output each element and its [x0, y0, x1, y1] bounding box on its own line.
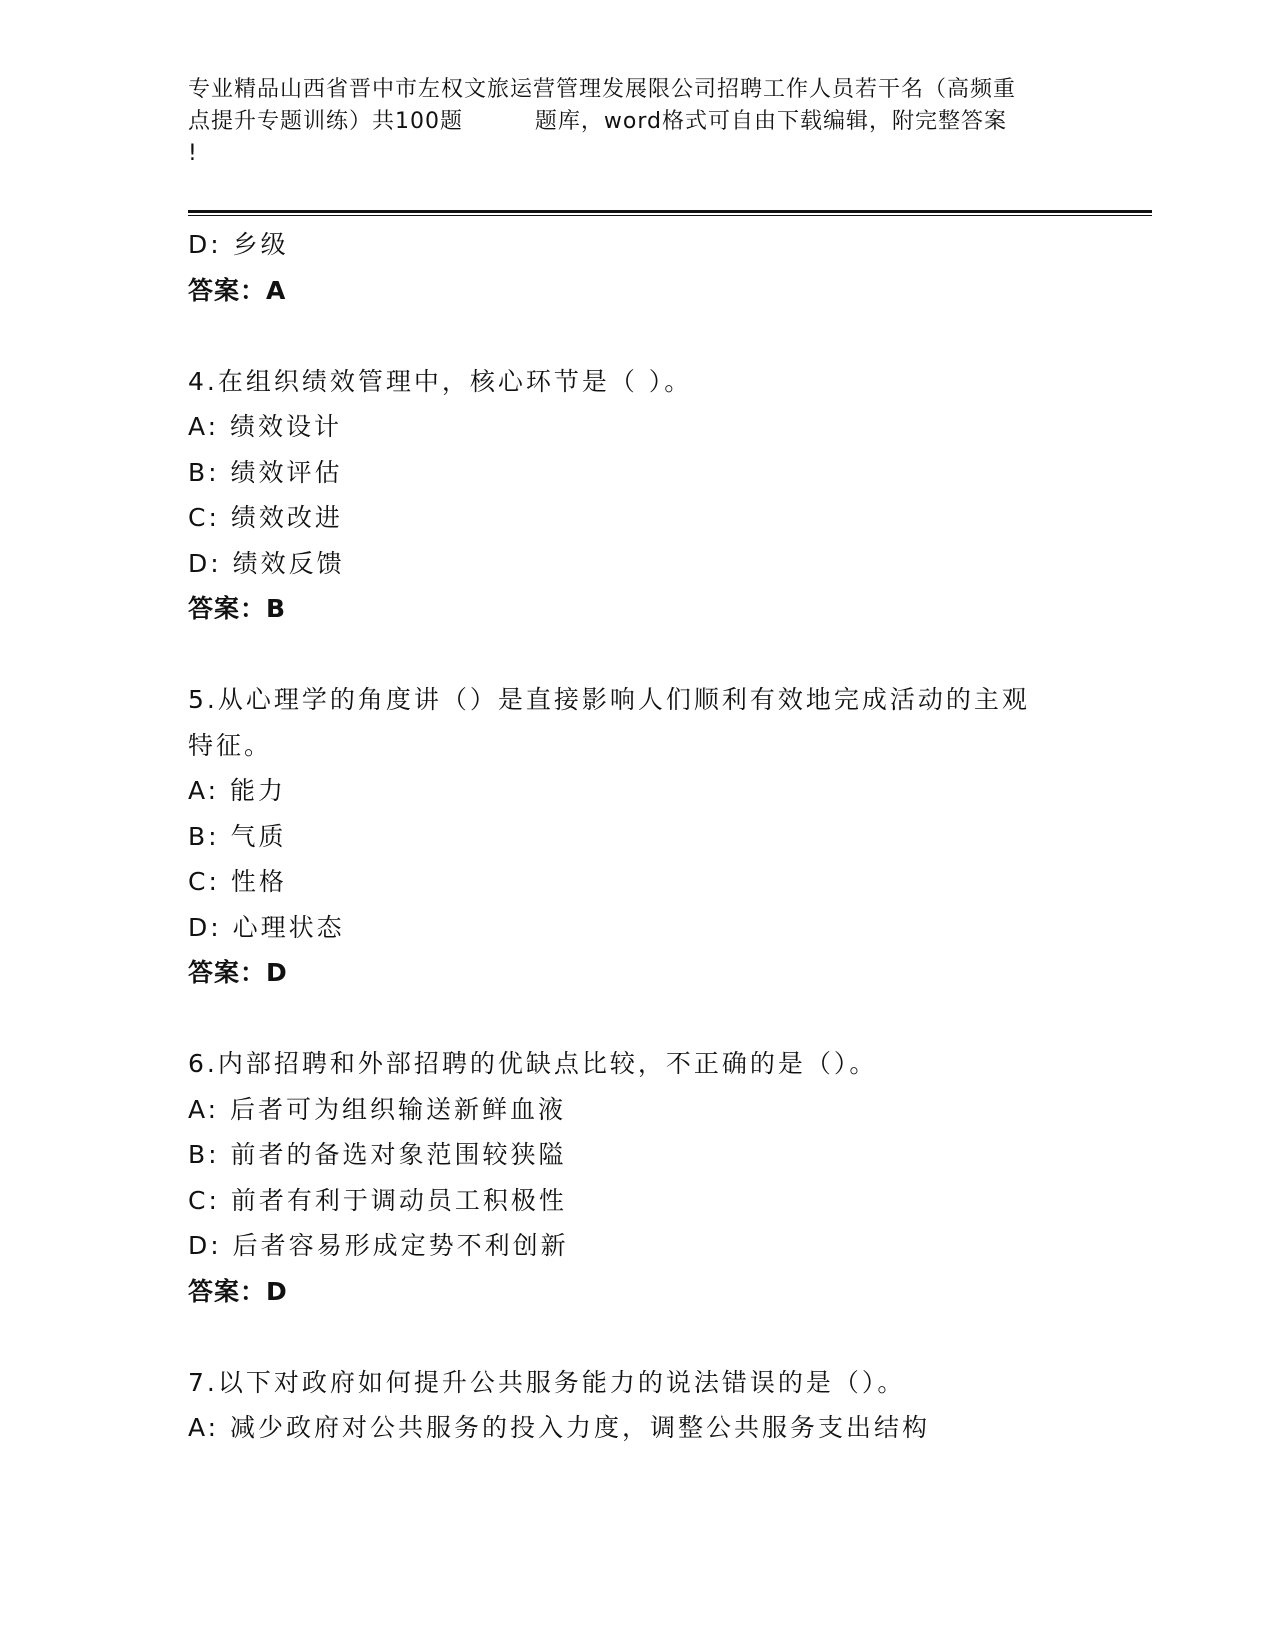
- spacer: [188, 313, 1088, 359]
- q3-option-d: D: 乡级: [188, 230, 289, 259]
- q4-stem: 4.在组织绩效管理中，核心环节是（ ）。: [188, 366, 693, 396]
- spacer: [188, 1314, 1088, 1360]
- q6-option-b: B: 前者的备选对象范围较狭隘: [188, 1140, 567, 1169]
- q7-stem: 7.以下对政府如何提升公共服务能力的说法错误的是（）。: [188, 1367, 906, 1397]
- q5-answer: 答案：D: [188, 958, 288, 987]
- spacer: [188, 996, 1088, 1042]
- q4-answer: 答案：B: [188, 594, 287, 623]
- q6-option-a: A: 后者可为组织输送新鲜血液: [188, 1094, 567, 1124]
- q3-answer: 答案：A: [188, 275, 287, 305]
- q5-option-d: D: 心理状态: [188, 912, 345, 942]
- document-header: [188, 74, 1088, 170]
- header-divider-thin: [188, 215, 1152, 216]
- q4-option-c: C: 绩效改进: [188, 503, 343, 532]
- q5-option-b: B: 气质: [188, 821, 287, 851]
- q6-option-c: C: 前者有利于调动员工积极性: [188, 1185, 567, 1215]
- header-divider-thick: [188, 210, 1152, 213]
- header-line-1: 专业精品山西省晋中市左权文旅运营管理发展限公司招聘工作人员若干名（高频重: [188, 77, 1017, 102]
- q4-option-a: A: 绩效设计: [188, 412, 343, 441]
- q6-answer: 答案：D: [188, 1276, 288, 1306]
- q5-option-c: C: 性格: [188, 867, 287, 896]
- q6-stem: 6.内部招聘和外部招聘的优缺点比较，不正确的是（）。: [188, 1049, 878, 1078]
- q7-option-a: A: 减少政府对公共服务的投入力度，调整公共服务支出结构: [188, 1413, 931, 1442]
- question-content: [188, 222, 1088, 1451]
- header-line-3: !: [188, 141, 198, 166]
- q4-option-b: B: 绩效评估: [188, 457, 343, 487]
- q5-stem-line-2: 特征。: [188, 730, 273, 760]
- q5-stem-line-1: 5.从心理学的角度讲（）是直接影响人们顺利有效地完成活动的主观: [188, 685, 1030, 714]
- q5-option-a: A: 能力: [188, 776, 287, 805]
- header-line-2: 点提升专题训练）共100题 题库，word格式可自由下载编辑，附完整答案: [188, 109, 1008, 134]
- q4-option-d: D: 绩效反馈: [188, 548, 345, 578]
- q6-option-d: D: 后者容易形成定势不利创新: [188, 1231, 569, 1260]
- spacer: [188, 632, 1088, 678]
